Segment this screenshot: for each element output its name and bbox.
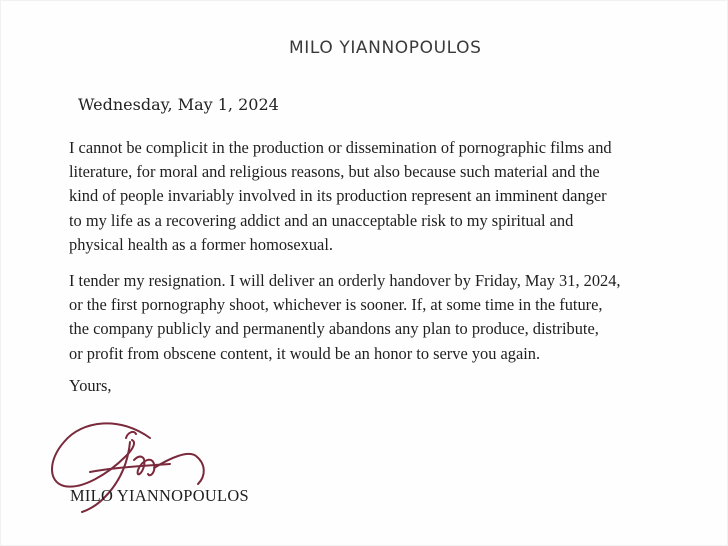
paragraph-line: literature, for moral and religious reasons, but also because such material and the [69,162,600,182]
paragraph-line: kind of people invariably involved in its production represent an imminent danger [69,186,607,206]
letter-date: Wednesday, May 1, 2024 [78,95,279,114]
paragraph-1 [69,136,699,257]
paragraph-line: to my life as a recovering addict and an unacceptable risk to my spiritual and [69,210,574,230]
paragraph-line: the company publicly and permanently abandons any plan to produce, distribute, [69,319,599,339]
closing-salutation: Yours, [69,376,112,395]
paragraph-line: or profit from obscene content, it would be an honor to serve you again. [69,343,541,363]
paragraph-line: physical health as a former homosexual. [69,234,333,254]
paragraph-line: I tender my resignation. I will deliver an orderly handover by Friday, May 31, 2024, [69,271,621,290]
paragraph-line: I cannot be complicit in the production or dissemination of pornographic films and [69,138,612,157]
letterhead-name: MILO YIANNOPOULOS [289,38,482,58]
paragraph-2 [69,269,699,366]
paragraph-line: or the first pornography shoot, whichever is sooner. If, at some time in the future, [69,295,603,315]
signer-name: MILO YIANNOPOULOS [70,486,249,505]
